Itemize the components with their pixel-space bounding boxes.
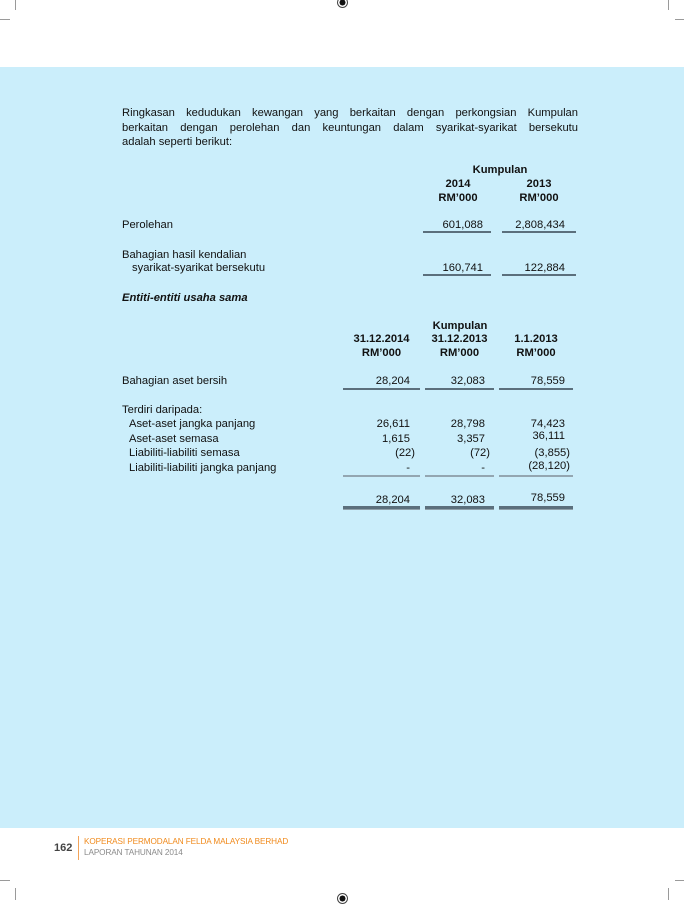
- intro-line: adalah seperti berikut:: [122, 136, 233, 148]
- crop-mark-bottom-left-h: [0, 880, 10, 881]
- page-number: 162: [54, 842, 73, 854]
- intro-line: berkaitan dengan perolehan dan keuntungan dalam syarikat-syarikat bersekutu: [122, 121, 578, 134]
- row-label: Aset-aset jangka panjang: [129, 418, 256, 430]
- registration-mark-bottom-icon: [337, 893, 348, 904]
- row-label: Aset-aset semasa: [129, 433, 219, 445]
- footer-report-title: LAPORAN TAHUNAN 2014: [84, 848, 183, 857]
- crop-mark-bottom-right-v: [668, 888, 669, 900]
- underline-rule: [423, 231, 491, 233]
- cell-value: (28,120): [528, 460, 570, 472]
- cell-value: 122,884: [524, 262, 565, 274]
- cell-value: 1,615: [382, 433, 410, 445]
- table2-group-header: Kumpulan: [432, 320, 488, 332]
- cell-value: 78,559: [530, 375, 565, 387]
- row-label: Bahagian aset bersih: [122, 375, 228, 387]
- cell-value: 74,423: [530, 418, 565, 430]
- crop-mark-top-right-v: [668, 0, 669, 10]
- cell-value: -: [481, 462, 485, 474]
- underline-rule: [499, 388, 573, 390]
- row-label: Liabiliti-liabiliti jangka panjang: [129, 462, 277, 474]
- underline-rule: [425, 475, 494, 477]
- table1-group-header: Kumpulan: [472, 164, 528, 176]
- row-label: syarikat-syarikat bersekutu: [132, 262, 266, 274]
- cell-value: (3,855): [534, 447, 570, 459]
- crop-mark-top-left-h: [0, 19, 10, 20]
- intro-line: Ringkasan kedudukan kewangan yang berkaitan dengan perkongsian Kumpulan: [122, 107, 578, 119]
- table1-col-year: 2013: [526, 178, 552, 190]
- double-underline-rule: [499, 506, 573, 509]
- crop-mark-top-right-h: [675, 19, 684, 20]
- row-label: Bahagian hasil kendalian: [122, 249, 247, 261]
- double-underline-rule: [343, 506, 420, 509]
- underline-rule: [343, 388, 420, 390]
- crop-mark-top-left-v: [15, 0, 16, 10]
- cell-value: (72): [470, 447, 490, 459]
- cell-value: 2,808,434: [515, 219, 565, 231]
- underline-rule: [423, 274, 491, 276]
- row-label: Perolehan: [122, 219, 174, 231]
- table2-col-unit: RM’000: [439, 347, 480, 359]
- footer-divider: [78, 836, 79, 860]
- footer-organization: KOPERASI PERMODALAN FELDA MALAYSIA BERHAD: [84, 837, 289, 846]
- total-value: 32,083: [450, 494, 485, 506]
- section-title: Entiti-entiti usaha sama: [122, 292, 248, 304]
- cell-value: 28,204: [375, 375, 410, 387]
- registration-mark-top-icon: [337, 0, 348, 8]
- crop-mark-bottom-left-v: [15, 888, 16, 900]
- table1-col-unit: RM’000: [519, 192, 559, 204]
- content-panel: [0, 67, 684, 828]
- cell-value: 36,111: [532, 430, 565, 442]
- underline-rule: [343, 475, 420, 477]
- total-value: 28,204: [375, 494, 410, 506]
- cell-value: 28,798: [450, 418, 485, 430]
- intro-paragraph: [122, 106, 578, 150]
- cell-value: 3,357: [457, 433, 485, 445]
- table2-col-date: 31.12.2014: [353, 333, 410, 345]
- cell-value: 26,611: [376, 418, 410, 430]
- table2-col-date: 1.1.2013: [514, 333, 558, 345]
- underline-rule: [502, 274, 576, 276]
- table2-col-unit: RM’000: [516, 347, 556, 359]
- row-label: Liabiliti-liabiliti semasa: [129, 447, 240, 459]
- table2-col-unit: RM’000: [361, 347, 402, 359]
- cell-value: -: [406, 462, 410, 474]
- table1-col-unit: RM’000: [438, 192, 478, 204]
- table1-col-year: 2014: [445, 178, 471, 190]
- underline-rule: [502, 231, 576, 233]
- cell-value: 160,741: [442, 262, 483, 274]
- underline-rule: [499, 475, 573, 477]
- table2-col-date: 31.12.2013: [431, 333, 488, 345]
- underline-rule: [425, 388, 494, 390]
- cell-value: (22): [395, 447, 415, 459]
- cell-value: 32,083: [450, 375, 485, 387]
- crop-mark-bottom-right-h: [675, 880, 684, 881]
- double-underline-rule: [425, 506, 494, 509]
- total-value: 78,559: [530, 492, 565, 504]
- cell-value: 601,088: [442, 219, 483, 231]
- composed-of-label: Terdiri daripada:: [122, 404, 203, 416]
